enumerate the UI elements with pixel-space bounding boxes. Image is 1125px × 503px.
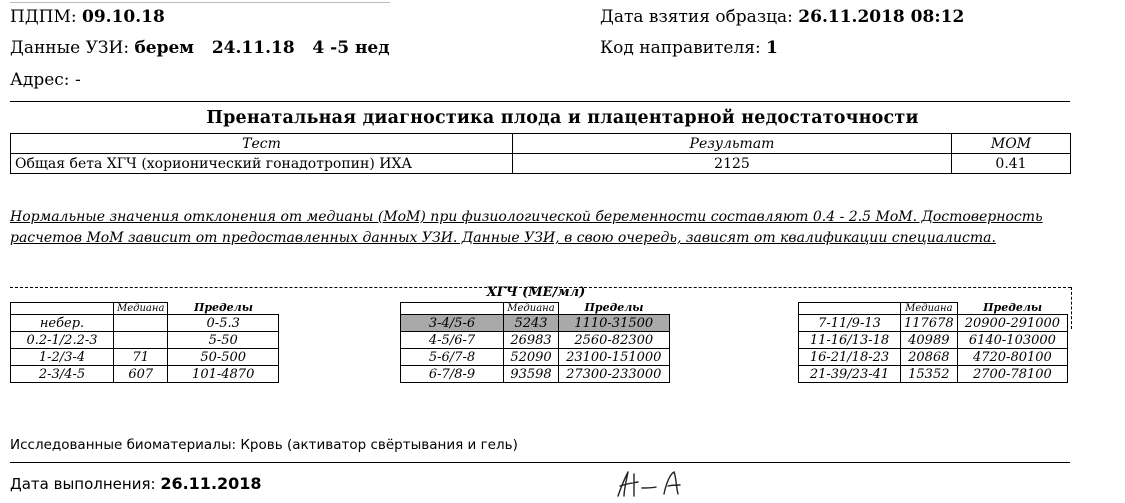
term: небер. xyxy=(11,315,114,332)
term: 0.2-1/2.2-3 xyxy=(11,332,114,349)
hcg-table-2 xyxy=(400,302,670,383)
table-row xyxy=(11,154,1071,174)
median: 71 xyxy=(114,349,168,366)
address-label: Адрес: xyxy=(10,70,70,90)
table-row xyxy=(401,366,670,383)
table-row xyxy=(799,349,1068,366)
term: 16-21/18-23 xyxy=(799,349,901,366)
term: 3-4/5-6 xyxy=(401,315,504,332)
address-line xyxy=(10,69,81,91)
pdpm-label: ПДПМ: xyxy=(10,7,77,27)
footer-divider xyxy=(10,462,1070,463)
results-header-row xyxy=(11,134,1071,154)
limits: 101-4870 xyxy=(168,366,279,383)
hcg-block-right-border xyxy=(1071,287,1072,329)
term-header xyxy=(799,303,901,315)
limits: 23100-151000 xyxy=(559,349,670,366)
referrer-label: Код направителя: xyxy=(600,38,761,58)
completion-label: Дата выполнения: xyxy=(10,475,156,493)
term: 5-6/7-8 xyxy=(401,349,504,366)
completion-line xyxy=(10,474,262,493)
table-row xyxy=(401,332,670,349)
limits: 27300-233000 xyxy=(559,366,670,383)
table-row xyxy=(799,332,1068,349)
col-mom-header: МОМ xyxy=(952,134,1071,154)
term: 2-3/4-5 xyxy=(11,366,114,383)
limits: 2560-82300 xyxy=(559,332,670,349)
hcg-table-2-header xyxy=(401,303,670,315)
signature xyxy=(612,466,692,502)
limits: 6140-103000 xyxy=(957,332,1068,349)
median: 40989 xyxy=(901,332,958,349)
term: 6-7/8-9 xyxy=(401,366,504,383)
section-title: Пренатальная диагностика плода и плацентарной недостаточности xyxy=(206,108,919,128)
mom-note: Нормальные значения отклонения от медианы (МоМ) при физиологической беременности составляют 0.4 - 2.5 МоМ. Достоверность расчетов МоМ зависит от предоставленных данных УЗИ. Данные УЗИ, в свою очередь, зависят от квалификации специалиста. xyxy=(10,209,1043,246)
table-row xyxy=(11,366,279,383)
median-header: Медиана xyxy=(901,303,958,315)
limits: 2700-78100 xyxy=(957,366,1068,383)
table-row xyxy=(401,315,670,332)
median: 93598 xyxy=(504,366,559,383)
table-row xyxy=(799,366,1068,383)
median: 117678 xyxy=(901,315,958,332)
table-row xyxy=(11,315,279,332)
term-header xyxy=(401,303,504,315)
median xyxy=(114,332,168,349)
referrer-value: 1 xyxy=(766,38,778,58)
term: 4-5/6-7 xyxy=(401,332,504,349)
median xyxy=(114,315,168,332)
median: 52090 xyxy=(504,349,559,366)
hcg-table-1 xyxy=(10,302,279,383)
limits: 50-500 xyxy=(168,349,279,366)
hcg-table-3-header xyxy=(799,303,1068,315)
address-value: - xyxy=(74,70,81,90)
usi-line xyxy=(10,37,390,59)
median-header: Медиана xyxy=(114,303,168,315)
test-mom: 0.41 xyxy=(952,154,1071,174)
limits-header: Пределы xyxy=(168,303,279,315)
table-row xyxy=(401,349,670,366)
median: 5243 xyxy=(504,315,559,332)
median: 26983 xyxy=(504,332,559,349)
median: 15352 xyxy=(901,366,958,383)
biomaterials-text: Исследованные биоматериалы: Кровь (активатор свёртывания и гель) xyxy=(10,437,518,453)
median: 20868 xyxy=(901,349,958,366)
usi-value: берем 24.11.18 4 -5 нед xyxy=(134,38,390,58)
term: 1-2/3-4 xyxy=(11,349,114,366)
hcg-table-1-header xyxy=(11,303,279,315)
table-row xyxy=(11,332,279,349)
col-result-header: Результат xyxy=(513,134,952,154)
limits-header: Пределы xyxy=(957,303,1068,315)
test-result: 2125 xyxy=(513,154,952,174)
term: 11-16/13-18 xyxy=(799,332,901,349)
hcg-title: ХГЧ (МЕ/мл) xyxy=(486,285,586,300)
median-header: Медиана xyxy=(504,303,559,315)
col-test-header: Тест xyxy=(11,134,513,154)
limits: 20900-291000 xyxy=(957,315,1068,332)
term: 7-11/9-13 xyxy=(799,315,901,332)
top-cut-line xyxy=(10,0,390,3)
hcg-table-3 xyxy=(798,302,1068,383)
limits: 1110-31500 xyxy=(559,315,670,332)
sample-date-value: 26.11.2018 08:12 xyxy=(798,7,965,27)
limits: 5-50 xyxy=(168,332,279,349)
median: 607 xyxy=(114,366,168,383)
table-row xyxy=(11,349,279,366)
table-row xyxy=(799,315,1068,332)
limits-header: Пределы xyxy=(559,303,670,315)
sample-date-line xyxy=(600,6,964,28)
limits: 0-5.3 xyxy=(168,315,279,332)
header-divider xyxy=(10,101,1070,102)
results-table xyxy=(10,133,1071,174)
term: 21-39/23-41 xyxy=(799,366,901,383)
test-name: Общая бета ХГЧ (хорионический гонадотропин) ИХА xyxy=(11,154,513,174)
limits: 4720-80100 xyxy=(957,349,1068,366)
pdpm-value: 09.10.18 xyxy=(82,7,165,27)
pdpm-line xyxy=(10,6,165,28)
term-header xyxy=(11,303,114,315)
referrer-line xyxy=(600,37,778,59)
sample-date-label: Дата взятия образца: xyxy=(600,7,793,27)
usi-label: Данные УЗИ: xyxy=(10,38,130,58)
completion-date: 26.11.2018 xyxy=(160,474,262,493)
